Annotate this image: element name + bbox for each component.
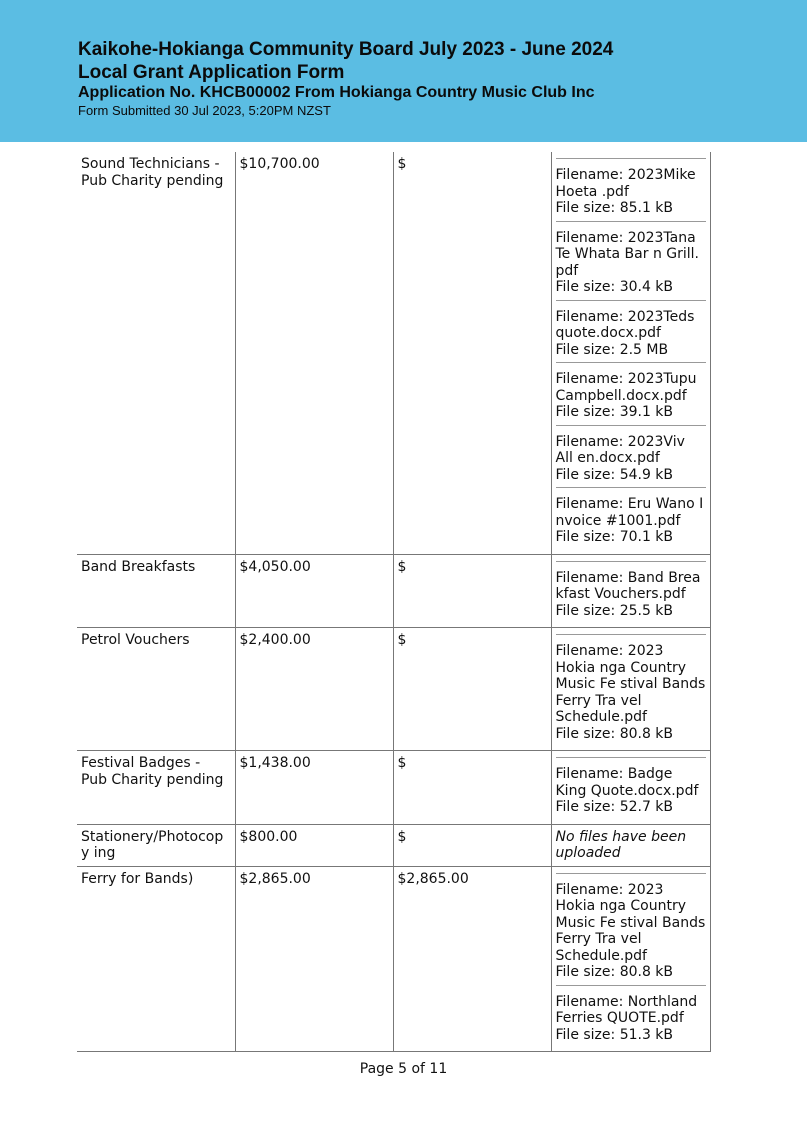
attachment-filename: Filename: 2023Tupu Campbell.docx.pdf <box>555 371 697 404</box>
attachment-item[interactable] <box>556 300 706 363</box>
requested-cell: $ <box>393 751 551 825</box>
requested-cell: $ <box>393 628 551 751</box>
table-row <box>77 628 710 751</box>
requested-cell: $ <box>393 824 551 866</box>
requested-cell: $2,865.00 <box>393 866 551 1052</box>
item-cell: Ferry for Bands) <box>77 866 235 1052</box>
cost-cell: $10,700.00 <box>235 152 393 554</box>
attachment-filesize: File size: 2.5 MB <box>555 341 669 358</box>
attachment-item[interactable] <box>556 158 706 221</box>
attachment-filesize: File size: 54.9 kB <box>555 466 674 483</box>
attachments-cell <box>551 152 710 554</box>
attachment-filename: Filename: Northland Ferries QUOTE.pdf <box>555 993 698 1026</box>
item-cell: Stationery/Photocopy ing <box>77 824 235 866</box>
budget-table <box>77 152 711 1052</box>
attachment-item[interactable] <box>556 634 706 746</box>
cost-cell: $2,865.00 <box>235 866 393 1052</box>
attachment-filename: Filename: Badge King Quote.docx.pdf <box>555 766 699 799</box>
attachment-filesize: File size: 51.3 kB <box>555 1026 674 1043</box>
attachments-cell <box>551 824 710 866</box>
attachment-filesize: File size: 80.8 kB <box>555 725 674 742</box>
budget-table-body <box>77 152 710 1052</box>
item-cell: Sound Technicians - Pub Charity pending <box>77 152 235 554</box>
attachment-filename: Filename: 2023 Hokia nga Country Music Fe stival Bands Ferry Tra vel Schedule.pdf <box>555 643 706 725</box>
table-row <box>77 554 710 628</box>
requested-cell: $ <box>393 152 551 554</box>
page-number: Page 5 of 11 <box>359 1061 448 1077</box>
attachment-item[interactable] <box>556 873 706 985</box>
form-title <box>78 38 613 84</box>
attachment-item[interactable] <box>556 362 706 425</box>
attachment-filesize: File size: 80.8 kB <box>555 964 674 980</box>
attachment-item[interactable] <box>556 985 706 1048</box>
attachments-cell <box>551 628 710 751</box>
attachment-filesize: File size: 25.5 kB <box>555 602 674 619</box>
cost-cell: $1,438.00 <box>235 751 393 825</box>
attachment-item[interactable] <box>556 221 706 300</box>
application-number: Application No. KHCB00002 From Hokianga Country Music Club Inc <box>78 84 595 101</box>
no-files-message: No files have been uploaded <box>555 828 687 861</box>
attachment-filename: Filename: Band Brea kfast Vouchers.pdf <box>555 569 701 602</box>
table-row <box>77 824 710 866</box>
attachment-filesize: File size: 85.1 kB <box>555 200 674 216</box>
attachment-filename: Filename: 2023Teds quote.docx.pdf <box>555 308 695 341</box>
attachment-item[interactable] <box>556 487 706 550</box>
cost-cell: $2,400.00 <box>235 628 393 751</box>
attachment-filename: Filename: 2023Mike Hoeta .pdf <box>555 167 696 200</box>
table-row <box>77 751 710 825</box>
table-row <box>77 866 710 1052</box>
item-cell: Band Breakfasts <box>77 554 235 628</box>
attachments-cell <box>551 751 710 825</box>
attachments-cell <box>551 554 710 628</box>
attachment-filesize: File size: 30.4 kB <box>555 279 674 295</box>
title-line-2: Local Grant Application Form <box>78 62 345 83</box>
attachment-filename: Filename: Eru Wano I nvoice #1001.pdf <box>555 496 704 529</box>
attachment-filename: Filename: 2023Tana Te Whata Bar n Grill. pdf <box>555 229 699 279</box>
requested-cell: $ <box>393 554 551 628</box>
attachment-filesize: File size: 52.7 kB <box>555 799 674 815</box>
attachment-filesize: File size: 70.1 kB <box>555 529 674 545</box>
attachment-item[interactable] <box>556 561 706 624</box>
item-cell: Petrol Vouchers <box>77 628 235 751</box>
item-cell: Festival Badges - Pub Charity pending <box>77 751 235 825</box>
cost-cell: $800.00 <box>235 824 393 866</box>
attachment-item[interactable] <box>556 757 706 820</box>
table-row <box>77 152 710 554</box>
submitted-timestamp: Form Submitted 30 Jul 2023, 5:20PM NZST <box>78 103 331 118</box>
title-line-1: Kaikohe-Hokianga Community Board July 2023 - June 2024 <box>78 39 614 60</box>
attachment-filesize: File size: 39.1 kB <box>555 404 674 420</box>
cost-cell: $4,050.00 <box>235 554 393 628</box>
attachments-cell <box>551 866 710 1052</box>
page-header <box>0 0 807 142</box>
attachment-filename: Filename: 2023Viv All en.docx.pdf <box>555 433 685 466</box>
attachment-filename: Filename: 2023 Hokia nga Country Music Fe stival Bands Ferry Tra vel Schedule.pdf <box>555 881 706 964</box>
attachment-item[interactable] <box>556 425 706 488</box>
